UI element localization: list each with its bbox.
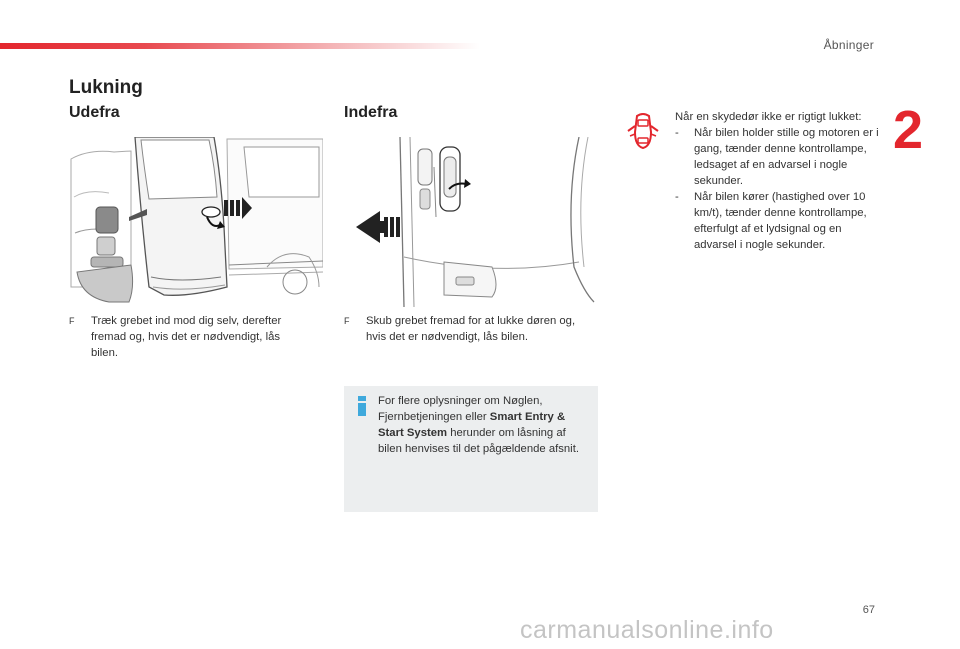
dash-marker: - (675, 127, 679, 139)
door-open-warning-icon (627, 112, 659, 152)
top-accent-bar (0, 43, 480, 49)
van-sliding-door-illustration (69, 137, 323, 307)
warning-item (675, 125, 885, 189)
page-title: Lukning (69, 77, 143, 98)
bullet-marker: F (69, 316, 75, 326)
inside-instruction (344, 313, 594, 345)
info-text-bold: Smart Entry & Start System (378, 411, 566, 439)
outside-instruction-text: Træk grebet ind mod dig selv, derefter fremad og, hvis det er nødvendigt, lås bilen. (91, 315, 282, 359)
bullet-marker: F (344, 316, 350, 326)
info-text-part-2: herunder om låsning af bilen henvises til det pågældende afsnit. (378, 427, 579, 455)
door-warning-text (675, 109, 885, 253)
info-text-part-1: For flere oplysninger om Nøglen, Fjernbetjeningen eller (378, 395, 543, 423)
warning-item (675, 189, 885, 253)
warning-intro: Når en skydedør ikke er rigtigt lukket: (675, 111, 862, 123)
dash-marker: - (675, 191, 679, 203)
warning-item-text: Når bilen holder stille og motoren er i gang, tænder denne kontrollampe, ledsaget af en advarsel i nogle sekunder. (694, 127, 879, 187)
info-note-box (344, 386, 598, 512)
inside-instruction-text: Skub grebet fremad for at lukke døren og, hvis det er nødvendigt, lås bilen. (366, 315, 576, 343)
heading-inside: Indefra (344, 104, 398, 121)
inside-door-handle-illustration (344, 137, 598, 307)
outside-instruction (69, 313, 309, 361)
info-icon (355, 396, 369, 416)
heading-outside: Udefra (69, 104, 120, 121)
push-forward-arrow-icon (356, 211, 400, 243)
warning-item-text: Når bilen kører (hastighed over 10 km/t), tænder denne kontrollampe, efterfulgt af et lydsignal og en advarsel i nogle sekunder. (694, 191, 867, 251)
chapter-number: 2 (893, 100, 924, 160)
info-note-text (378, 393, 583, 457)
watermark: carmanualsonline.info (520, 616, 774, 644)
section-name: Åbninger (823, 38, 874, 52)
page-number: 67 (862, 604, 875, 616)
